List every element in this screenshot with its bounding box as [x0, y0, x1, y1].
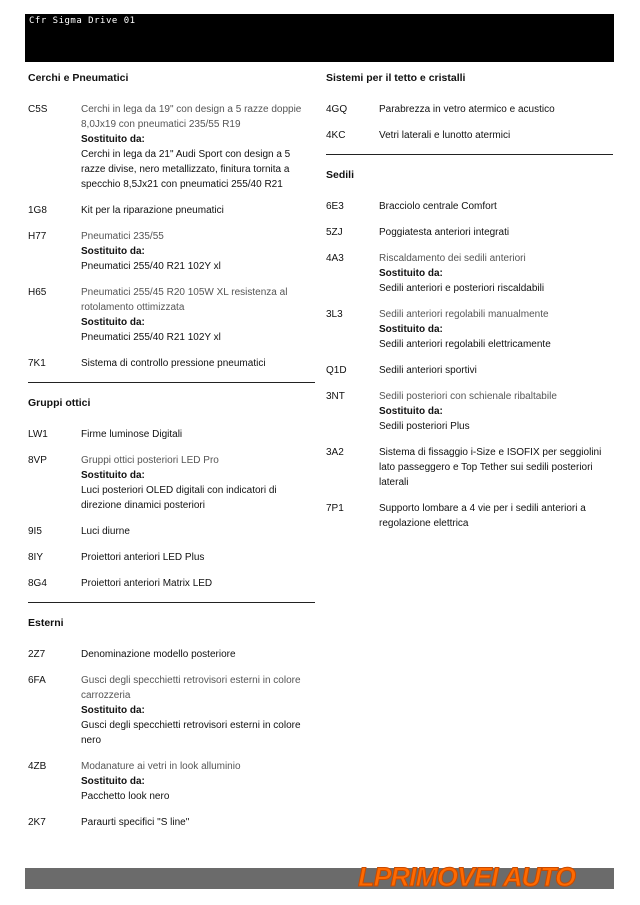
option-row: [326, 501, 613, 531]
replaced-by-label: Sostituito da:: [379, 324, 443, 335]
option-code: 4GQ: [326, 104, 348, 115]
left-column: [28, 72, 315, 841]
option-code: 8VP: [28, 455, 47, 466]
option-text: Proiettori anteriori Matrix LED: [81, 578, 213, 589]
option-row: [28, 427, 315, 442]
replacement-option-text: Gusci degli specchietti retrovisori esterni in colore nero: [81, 720, 301, 746]
option-row: [28, 356, 315, 371]
option-row: [326, 128, 613, 143]
option-text: Sedili anteriori sportivi: [379, 365, 477, 376]
option-code: 9I5: [28, 526, 42, 537]
option-row: [28, 203, 315, 218]
section: [326, 72, 613, 143]
option-text: Sistema di fissaggio i-Size e ISOFIX per seggiolini lato passeggero e Top Tether sui sedili posteriori laterali: [379, 447, 602, 488]
option-text: Proiettori anteriori LED Plus: [81, 552, 205, 563]
option-text: Kit per la riparazione pneumatici: [81, 205, 224, 216]
option-description: [81, 102, 315, 192]
option-text: Paraurti specifici "S line": [81, 817, 190, 828]
replacement-option-text: Sedili posteriori Plus: [379, 421, 470, 432]
original-option-text: Sedili posteriori con schienale ribaltabile: [379, 391, 557, 402]
option-row: [28, 815, 315, 830]
option-description: [81, 229, 315, 274]
option-description: [81, 673, 315, 748]
option-text: Firme luminose Digitali: [81, 429, 183, 440]
section-title: Cerchi e Pneumatici: [28, 72, 129, 84]
option-code: 4A3: [326, 253, 344, 264]
option-description: [379, 225, 613, 240]
section-divider: [326, 154, 613, 155]
option-text: Supporto lombare a 4 vie per i sedili anteriori a regolazione elettrica: [379, 503, 586, 529]
option-description: [81, 524, 315, 539]
option-description: [81, 427, 315, 442]
right-column: [326, 72, 613, 542]
section-divider: [28, 602, 315, 603]
section-divider: [28, 382, 315, 383]
option-code: 4KC: [326, 130, 346, 141]
original-option-text: Gusci degli specchietti retrovisori esterni in colore carrozzeria: [81, 675, 301, 701]
option-row: [326, 445, 613, 490]
option-code: 7K1: [28, 358, 46, 369]
original-option-text: Sedili anteriori regolabili manualmente: [379, 309, 549, 320]
option-description: [81, 759, 315, 804]
replaced-by-label: Sostituito da:: [81, 776, 145, 787]
option-description: [379, 128, 613, 143]
section: [28, 72, 315, 371]
replaced-by-label: Sostituito da:: [379, 406, 443, 417]
option-row: [28, 453, 315, 513]
option-description: [81, 453, 315, 513]
option-code: 6FA: [28, 675, 46, 686]
replaced-by-label: Sostituito da:: [81, 317, 145, 328]
section-title: Sedili: [326, 169, 355, 181]
option-row: [326, 307, 613, 352]
option-row: [28, 647, 315, 662]
option-code: 3A2: [326, 447, 344, 458]
logo-text: LPRIMOVEI AUTO: [358, 862, 576, 892]
option-row: [28, 524, 315, 539]
option-description: [81, 550, 315, 565]
option-description: [81, 576, 315, 591]
option-description: [379, 501, 613, 531]
option-code: LW1: [28, 429, 48, 440]
replaced-by-label: Sostituito da:: [81, 705, 145, 716]
option-row: [28, 759, 315, 804]
original-option-text: Pneumatici 255/45 R20 105W XL resistenza al rotolamento ottimizzata: [81, 287, 288, 313]
option-text: Sistema di controllo pressione pneumatici: [81, 358, 266, 369]
option-description: [379, 251, 613, 296]
option-row: [28, 229, 315, 274]
replacement-option-text: Cerchi in lega da 21" Audi Sport con design a 5 razze divise, nero metallizzato, finitura tornita a specchio 8,5Jx21 con pneumatici 255/40 R21: [81, 149, 291, 190]
replacement-option-text: Luci posteriori OLED digitali con indicatori di direzione dinamici posteriori: [81, 485, 277, 511]
option-code: H77: [28, 231, 47, 242]
option-row: [28, 102, 315, 192]
original-option-text: Gruppi ottici posteriori LED Pro: [81, 455, 219, 466]
option-text: Parabrezza in vetro atermico e acustico: [379, 104, 555, 115]
option-row: [326, 389, 613, 434]
option-description: [81, 815, 315, 830]
option-text: Bracciolo centrale Comfort: [379, 201, 497, 212]
dealer-logo: [350, 846, 630, 892]
section: [326, 169, 613, 531]
option-code: Q1D: [326, 365, 347, 376]
original-option-text: Riscaldamento dei sedili anteriori: [379, 253, 526, 264]
original-option-text: Cerchi in lega da 19" con design a 5 razze doppie 8,0Jx19 con pneumatici 235/55 R19: [81, 104, 302, 130]
option-row: [326, 225, 613, 240]
option-row: [28, 285, 315, 345]
option-code: 6E3: [326, 201, 344, 212]
option-code: 4ZB: [28, 761, 47, 772]
option-row: [28, 550, 315, 565]
option-description: [379, 363, 613, 378]
option-code: H65: [28, 287, 47, 298]
option-row: [326, 251, 613, 296]
replacement-option-text: Pacchetto look nero: [81, 791, 170, 802]
section-title: Esterni: [28, 617, 64, 629]
option-description: [81, 647, 315, 662]
option-description: [379, 307, 613, 352]
option-code: 8G4: [28, 578, 47, 589]
option-code: 2K7: [28, 817, 46, 828]
option-text: Poggiatesta anteriori integrati: [379, 227, 510, 238]
option-row: [326, 199, 613, 214]
option-code: C5S: [28, 104, 48, 115]
option-description: [81, 285, 315, 345]
option-code: 3L3: [326, 309, 343, 320]
replacement-option-text: Sedili anteriori regolabili elettricamente: [379, 339, 551, 350]
option-code: 1G8: [28, 205, 47, 216]
section-title: Sistemi per il tetto e cristalli: [326, 72, 466, 84]
replacement-option-text: Sedili anteriori e posteriori riscaldabili: [379, 283, 545, 294]
replaced-by-label: Sostituito da:: [81, 470, 145, 481]
option-description: [379, 389, 613, 434]
option-code: 8IY: [28, 552, 44, 563]
header-bar: [25, 14, 614, 62]
option-code: 5ZJ: [326, 227, 343, 238]
option-description: [81, 203, 315, 218]
option-text: Vetri laterali e lunotto atermici: [379, 130, 511, 141]
option-row: [28, 576, 315, 591]
option-code: 7P1: [326, 503, 344, 514]
header-title: Cfr Sigma Drive 01: [29, 16, 136, 26]
option-description: [379, 445, 613, 490]
option-row: [326, 363, 613, 378]
section: [28, 397, 315, 591]
option-row: [326, 102, 613, 117]
replacement-option-text: Pneumatici 255/40 R21 102Y xl: [81, 332, 221, 343]
option-text: Denominazione modello posteriore: [81, 649, 236, 660]
section: [28, 617, 315, 830]
replaced-by-label: Sostituito da:: [379, 268, 443, 279]
replaced-by-label: Sostituito da:: [81, 246, 145, 257]
option-description: [379, 199, 613, 214]
option-description: [379, 102, 613, 117]
replaced-by-label: Sostituito da:: [81, 134, 145, 145]
option-code: 3NT: [326, 391, 345, 402]
option-description: [81, 356, 315, 371]
option-code: 2Z7: [28, 649, 46, 660]
option-text: Luci diurne: [81, 526, 130, 537]
section-title: Gruppi ottici: [28, 397, 91, 409]
option-row: [28, 673, 315, 748]
replacement-option-text: Pneumatici 255/40 R21 102Y xl: [81, 261, 221, 272]
original-option-text: Modanature ai vetri in look alluminio: [81, 761, 241, 772]
original-option-text: Pneumatici 235/55: [81, 231, 164, 242]
